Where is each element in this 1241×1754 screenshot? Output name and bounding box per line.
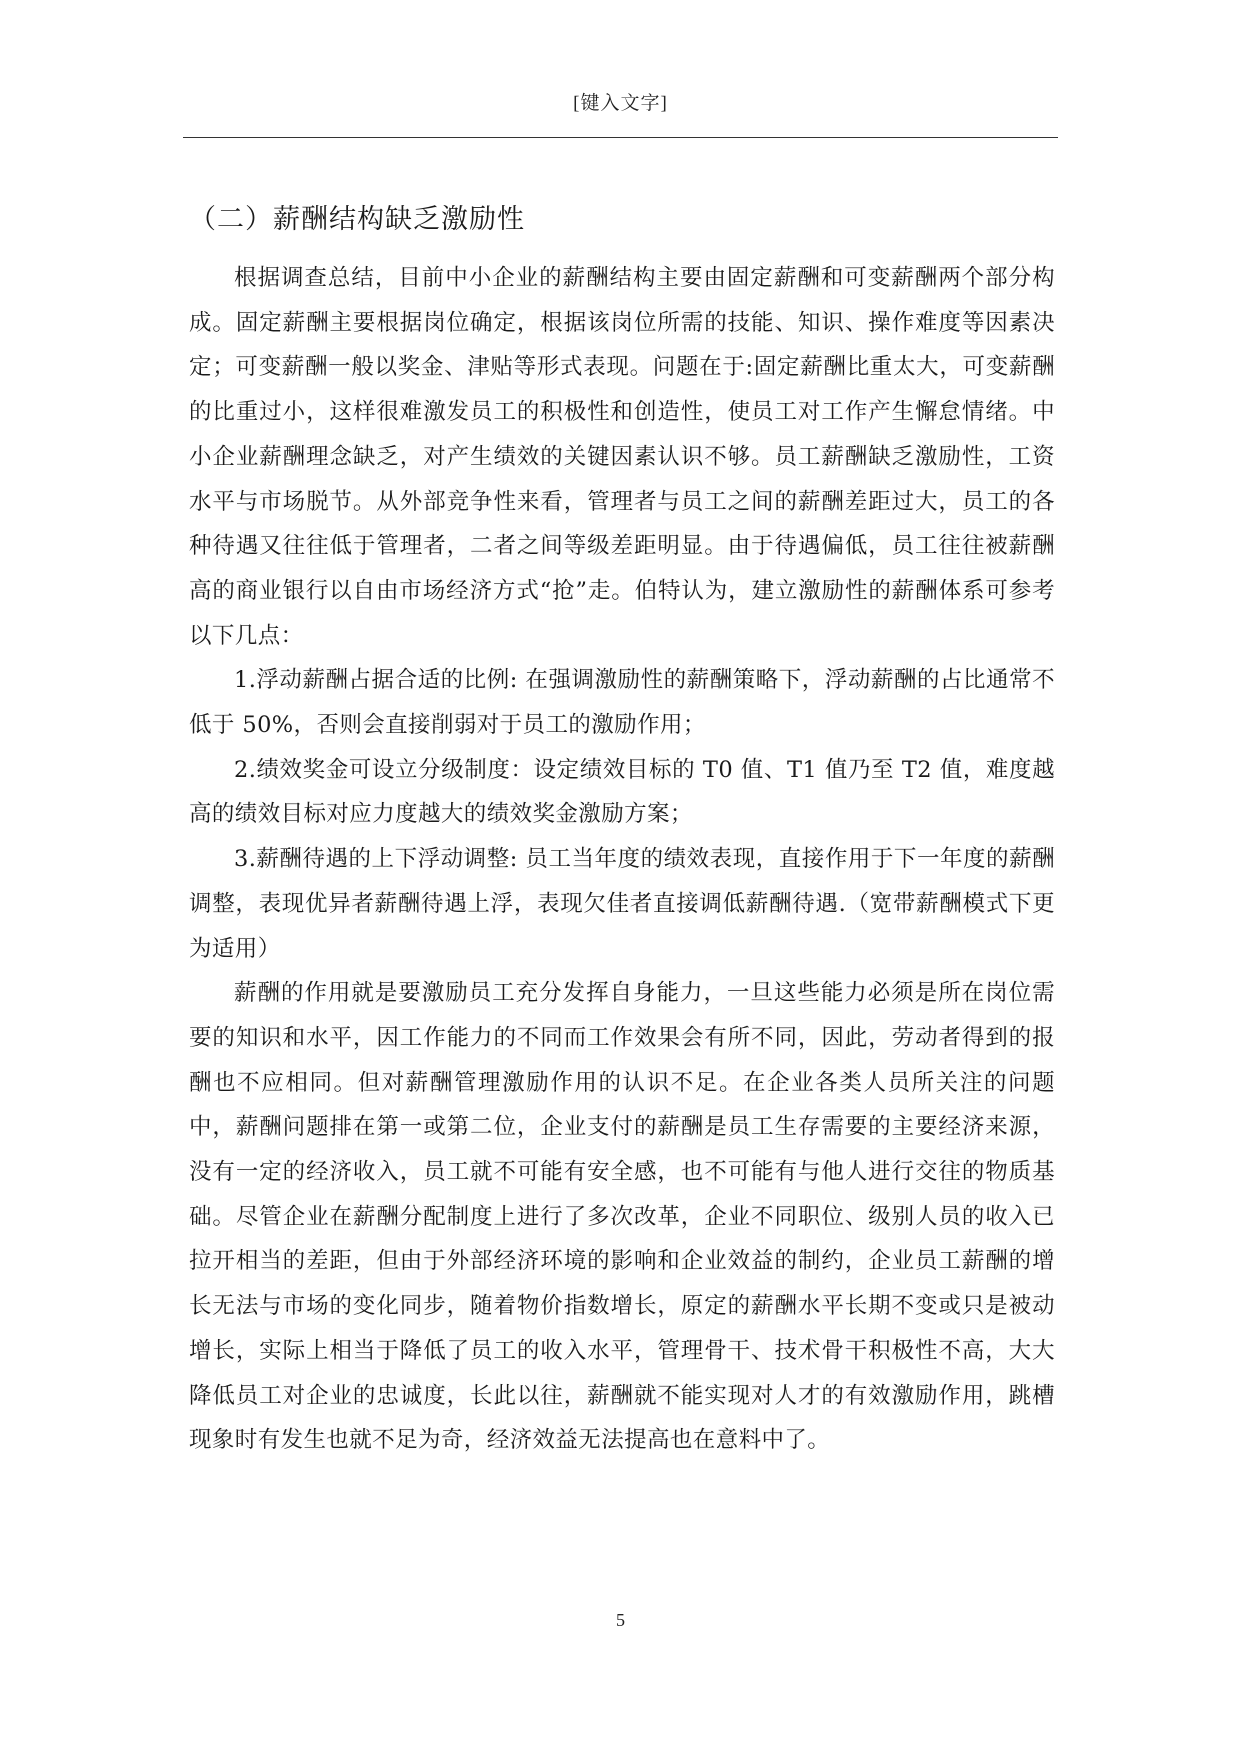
page-header: [键入文字] — [573, 93, 668, 114]
page-number: 5 — [616, 1610, 625, 1630]
closing-paragraph: 薪酬的作用就是要激励员工充分发挥自身能力，一旦这些能力必须是所在岗位需要的知识和水平，因工作能力的不同而工作效果会有所不同，因此，劳动者得到的报酬也不应相同。但对薪酬管理激励作用的认识不足。在企业各类人员所关注的问题中，薪酬问题排在第一或第二位，企业支付的薪酬是员工生存需要的主要经济来源，没有一定的经济收入，员工就不可能有安全感，也不可能有与他人进行交往的物质基础。尽管企业在薪酬分配制度上进行了多次改革，企业不同职位、级别人员的收入已拉开相当的差距，但由于外部经济环境的影响和企业效益的制约，企业员工薪酬的增长无法与市场的变化同步，随着物价指数增长，原定的薪酬水平长期不变或只是被动增长，实际上相当于降低了员工的收入水平，管理骨干、技术骨干积极性不高，大大降低员工对企业的忠诚度，长此以往，薪酬就不能实现对人才的有效激励作用，跳槽现象时有发生也就不足为奇，经济效益无法提高也在意料中了。 — [189, 980, 1055, 1454]
section-heading: （二）薪酬结构缺乏激励性 — [189, 204, 525, 235]
list-item-2: 2.绩效奖金可设立分级制度：设定绩效目标的 T0 值、T1 值乃至 T2 值，难度越高的绩效目标对应力度越大的绩效奖金激励方案； — [189, 756, 1055, 828]
list-item-3: 3.薪酬待遇的上下浮动调整: 员工当年度的绩效表现，直接作用于下一年度的薪酬调整，表现优异者薪酬待遇上浮，表现欠佳者直接调低薪酬待遇.（宽带薪酬模式下更为适用） — [189, 846, 1055, 962]
intro-paragraph: 根据调查总结，目前中小企业的薪酬结构主要由固定薪酬和可变薪酬两个部分构成。固定薪酬主要根据岗位确定，根据该岗位所需的技能、知识、操作难度等因素决定；可变薪酬一般以奖金、津贴等形式表现。问题在于:固定薪酬比重太大，可变薪酬的比重过小，这样很难激发员工的积极性和创造性，使员工对工作产生懈怠情绪。中小企业薪酬理念缺乏，对产生绩效的关键因素认识不够。员工薪酬缺乏激励性，工资水平与市场脱节。从外部竞争性来看，管理者与员工之间的薪酬差距过大，员工的各种待遇又往往低于管理者，二者之间等级差距明显。由于待遇偏低，员工往往被薪酬高的商业银行以自由市场经济方式“抢”走。伯特认为，建立激励性的薪酬体系可参考以下几点： — [189, 265, 1055, 649]
list-item-1: 1.浮动薪酬占据合适的比例: 在强调激励性的薪酬策略下，浮动薪酬的占比通常不低于 50%，否则会直接削弱对于员工的激励作用； — [189, 667, 1055, 739]
body-content — [189, 200, 1055, 1463]
header-divider — [183, 137, 1058, 138]
